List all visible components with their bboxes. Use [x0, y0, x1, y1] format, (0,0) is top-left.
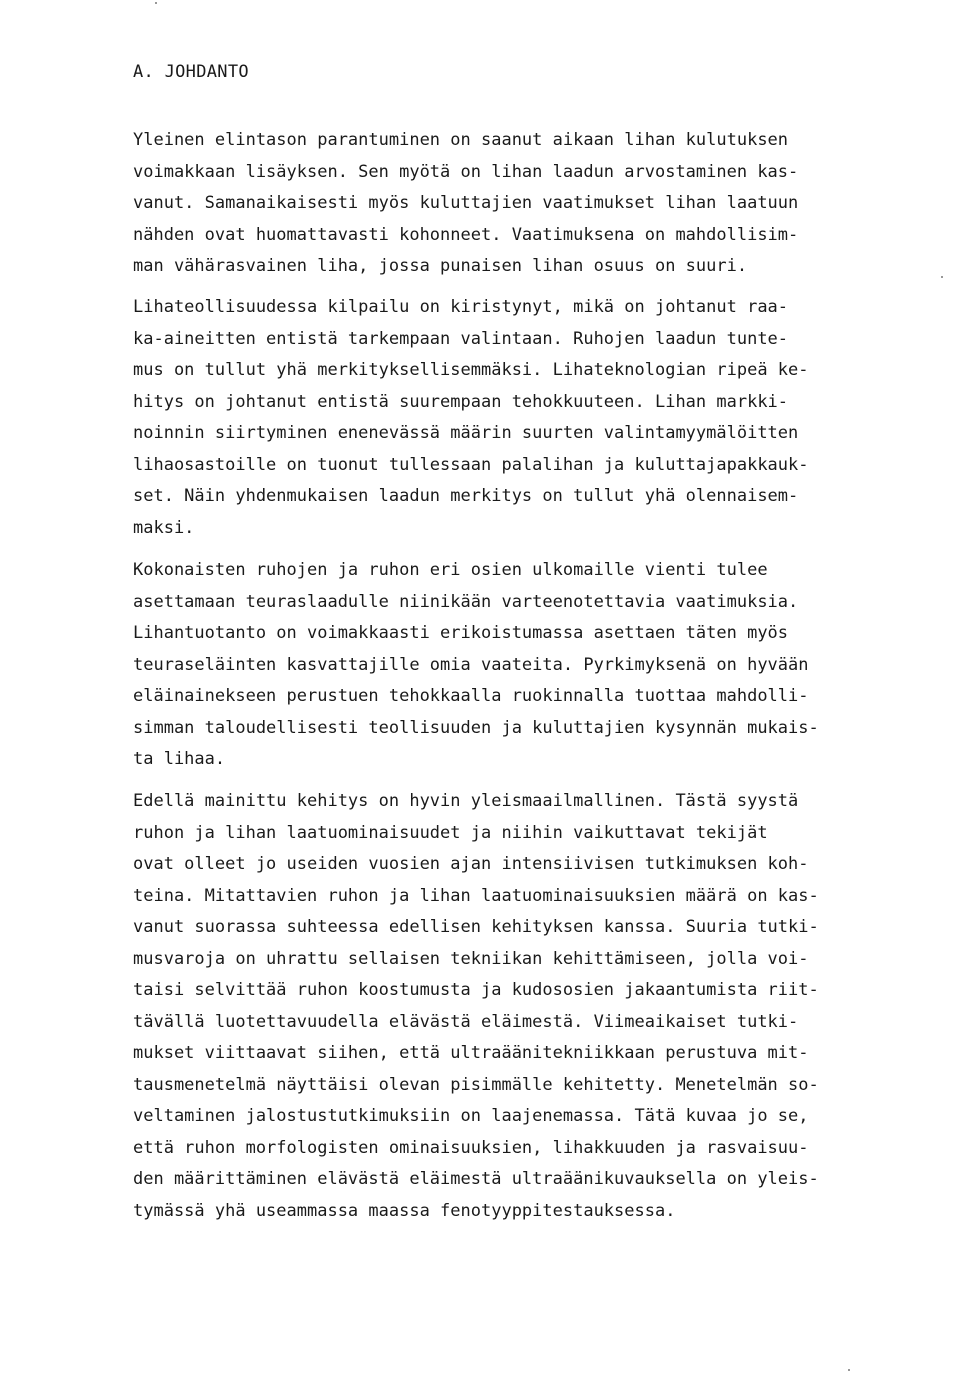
text-line: ruhon ja lihan laatuominaisuudet ja niihin vaikuttavat tekijät — [133, 822, 768, 843]
text-line: Yleinen elintason parantuminen on saanut aikaan lihan kulutuksen — [133, 130, 789, 150]
text-line: vanut suorassa suhteessa edellisen kehityksen kanssa. Suuria tutki- — [133, 917, 819, 937]
text-line: lihaosastoille on tuonut tullessaan palalihan ja kuluttajapakkauk- — [133, 454, 809, 475]
text-line: tausmenetelmä näyttäisi olevan pisimmälle kehitetty. Menetelmän so- — [133, 1074, 819, 1095]
text-line: musvaroja on uhrattu sellaisen tekniikan kehittämiseen, jolla voi- — [133, 948, 809, 969]
text-line: simman taloudellisesti teollisuuden ja kuluttajien kysynnän mukais- — [133, 717, 819, 738]
paragraph-3 — [133, 555, 853, 776]
text-line: ka-aineitten entistä tarkempaan valintaan. Ruhojen laadun tunte- — [133, 328, 789, 349]
text-line: nähden ovat huomattavasti kohonneet. Vaatimuksena on mahdollisim- — [133, 224, 799, 245]
text-line: noinnin siirtyminen enenevässä määrin suurten valintamyymälöitten — [133, 423, 799, 443]
text-line: tävällä luotettavuudella elävästä eläimestä. Viimeaikaiset tutki- — [133, 1011, 799, 1032]
paragraph-1 — [133, 125, 853, 283]
scan-speck — [848, 1369, 850, 1371]
text-line: vanut. Samanaikaisesti myös kuluttajien vaatimukset lihan laatuun — [133, 193, 799, 213]
text-line: voimakkaan lisäyksen. Sen myötä on lihan laadun arvostaminen kas- — [133, 161, 799, 182]
text-line: Lihantuotanto on voimakkaasti erikoistumassa asettaen täten myös — [133, 623, 789, 643]
scan-speck — [941, 276, 943, 278]
text-line: Kokonaisten ruhojen ja ruhon eri osien ulkomaille vienti tulee — [133, 560, 768, 580]
paragraph-4 — [133, 786, 853, 1227]
text-line: ta lihaa. — [133, 749, 226, 769]
text-line: den määrittäminen elävästä eläimestä ultraäänikuvauksella on yleis- — [133, 1169, 819, 1189]
text-line: veltaminen jalostustutkimuksiin on laajenemassa. Tätä kuvaa jo se, — [133, 1106, 809, 1126]
text-line: Lihateollisuudessa kilpailu on kiristynyt, mikä on johtanut raa- — [133, 297, 789, 317]
text-line: man vähärasvainen liha, jossa punaisen lihan osuus on suuri. — [133, 256, 748, 276]
scan-speck — [155, 2, 157, 4]
paragraph-2 — [133, 292, 853, 544]
section-heading: A. JOHDANTO — [133, 62, 249, 82]
text-line: eläinainekseen perustuen tehokkaalla ruokinnalla tuottaa mahdolli- — [133, 686, 809, 706]
text-line: mus on tullut yhä merkityksellisemmäksi. Lihateknologian ripeä ke- — [133, 360, 809, 380]
text-line: mukset viittaavat siihen, että ultraäänitekniikkaan perustuva mit- — [133, 1043, 809, 1063]
text-line: asettamaan teuraslaadulle niinikään varteenotettavia vaatimuksia. — [133, 591, 799, 612]
text-line: teuraseläinten kasvattajille omia vaateita. Pyrkimyksenä on hyvään — [133, 654, 809, 675]
text-line: tymässä yhä useammassa maassa fenotyyppitestauksessa. — [133, 1200, 676, 1221]
text-line: ovat olleet jo useiden vuosien ajan intensiivisen tutkimuksen koh- — [133, 854, 809, 874]
text-line: maksi. — [133, 517, 195, 538]
text-line: taisi selvittää ruhon koostumusta ja kudososien jakaantumista riit- — [133, 980, 819, 1000]
text-line: hitys on johtanut entistä suurempaan tehokkuuteen. Lihan markki- — [133, 391, 789, 412]
text-line: Edellä mainittu kehitys on hyvin yleismaailmallinen. Tästä syystä — [133, 791, 799, 811]
text-line: set. Näin yhdenmukaisen laadun merkitys on tullut yhä olennaisem- — [133, 486, 799, 506]
text-line: teina. Mitattavien ruhon ja lihan laatuominaisuuksien määrä on kas- — [133, 885, 819, 906]
text-line: että ruhon morfologisten ominaisuuksien, lihakkuuden ja rasvaisuu- — [133, 1137, 809, 1158]
